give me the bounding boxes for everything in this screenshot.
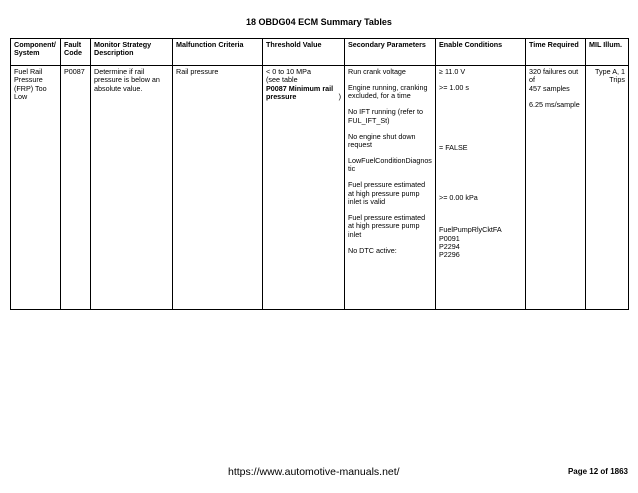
enable-dtc: P0091 bbox=[439, 233, 460, 243]
enable-time: >= 1.00 s bbox=[439, 82, 469, 92]
secondary-param: Fuel pressure estimated at high pressure pump inlet is valid bbox=[348, 180, 426, 206]
cell-description: Determine if rail pressure is below an absolute value. bbox=[91, 66, 173, 310]
enable-dtc: FuelPumpRlyCktFA bbox=[439, 225, 502, 235]
enable-voltage: ≥ 11.0 V bbox=[439, 67, 466, 76]
header-mil-illum: MIL Illum. bbox=[586, 39, 629, 66]
table-row bbox=[11, 66, 629, 310]
secondary-param: No engine shut down request bbox=[348, 131, 416, 149]
enable-low-fuel: = FALSE bbox=[439, 143, 468, 153]
secondary-param: LowFuelConditionDiagnostic bbox=[348, 155, 432, 174]
cell-threshold bbox=[263, 66, 345, 310]
header-time-required: Time Required bbox=[526, 39, 586, 66]
secondary-param: Engine running, cranking excluded, for a time bbox=[348, 82, 428, 101]
header-secondary-parameters: Secondary Parameters bbox=[345, 39, 436, 66]
header-monitor-strategy: Monitor Strategy Description bbox=[91, 39, 173, 66]
summary-table bbox=[10, 38, 629, 310]
time-failures: 320 failures out of bbox=[529, 67, 579, 85]
cell-mil: Type A, 1 Trips bbox=[586, 66, 629, 310]
secondary-param: No DTC active: bbox=[348, 245, 397, 255]
enable-dtc: P2294 bbox=[439, 241, 460, 251]
header-malfunction-criteria: Malfunction Criteria bbox=[173, 39, 263, 66]
footer-url[interactable]: https://www.automotive-manuals.net/ bbox=[228, 466, 400, 478]
time-samples: 457 samples bbox=[529, 83, 570, 93]
page-number: Page 12 of 1863 bbox=[567, 467, 628, 476]
cell-enable-conditions bbox=[436, 66, 526, 310]
page-title: 18 OBDG04 ECM Summary Tables bbox=[246, 17, 392, 27]
threshold-value: < 0 to 10 MPa bbox=[266, 67, 311, 76]
secondary-param: Fuel pressure estimated at high pressure pump inlet bbox=[348, 212, 426, 239]
cell-time-required bbox=[526, 66, 586, 310]
threshold-close: ) bbox=[338, 92, 341, 102]
header-fault-code: Fault Code bbox=[61, 39, 91, 66]
threshold-table-ref: P0087 Minimum rail pressure bbox=[266, 83, 334, 102]
enable-dtc: P2296 bbox=[439, 250, 460, 260]
time-rate: 6.25 ms/sample bbox=[529, 99, 580, 109]
header-threshold-value: Threshold Value bbox=[263, 39, 345, 66]
secondary-param: Run crank voltage bbox=[348, 67, 406, 76]
cell-fault-code: P0087 bbox=[61, 66, 91, 310]
header-row bbox=[11, 39, 629, 66]
header-component: Component/ System bbox=[11, 39, 61, 66]
threshold-note: (see table bbox=[266, 75, 298, 85]
cell-component: Fuel Rail Pressure (FRP) Too Low bbox=[11, 66, 61, 310]
cell-malfunction: Rail pressure bbox=[173, 66, 263, 310]
cell-secondary-parameters bbox=[345, 66, 436, 310]
header-enable-conditions: Enable Conditions bbox=[436, 39, 526, 66]
secondary-param: No IFT running (refer to FUL_IFT_St) bbox=[348, 107, 423, 125]
enable-pressure: >= 0.00 kPa bbox=[439, 192, 478, 202]
